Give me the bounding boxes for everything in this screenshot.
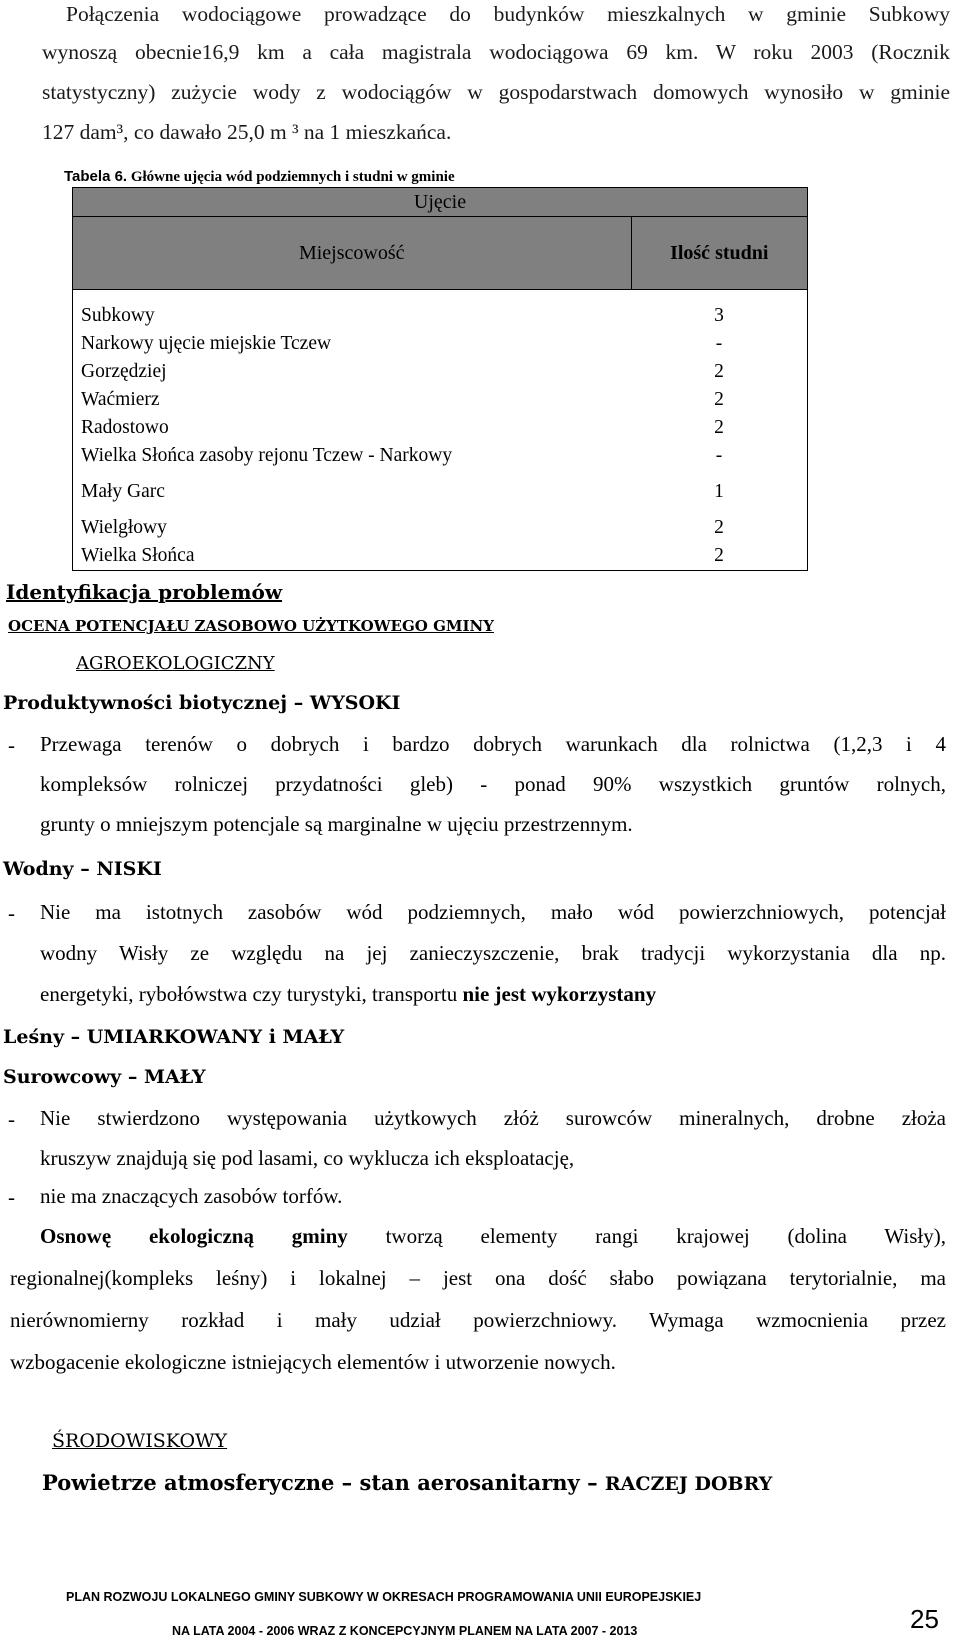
eco-line: regionalnej(kompleks leśny) i lokalnej – jest ona dość słabo powiązana terytorialnie, ma [10, 1266, 946, 1290]
water-heading [3, 858, 162, 880]
water-value: NISKI [96, 858, 162, 880]
minerals-line: kruszyw znajdują się pod lasami, co wyklucza ich eksploatację, [40, 1146, 575, 1170]
air-label: Powietrze atmosferyczne – stan aerosanitarny – [42, 1470, 605, 1495]
cell-place: Gorzędziej [73, 358, 632, 386]
table-caption-text: Główne ujęcia wód podziemnych i studni w gminie [130, 169, 455, 185]
water-line-text: energetyki, rybołówstwa czy turystyki, transportu [40, 982, 463, 1006]
cell-place: Wielgłowy [73, 506, 632, 542]
cell-count: 2 [631, 386, 808, 414]
cell-count: 2 [631, 414, 808, 442]
cell-count: 2 [631, 358, 808, 386]
bio-line: Przewaga terenów o dobrych i bardzo dobrych warunkach dla rolnictwa (1,2,3 i 4 [40, 732, 946, 756]
table-row [73, 542, 808, 571]
bio-heading [3, 692, 400, 714]
cell-place: Subkowy [73, 290, 632, 331]
table-row [73, 330, 808, 358]
bio-dash: - [8, 733, 15, 757]
minerals-dash: - [8, 1185, 15, 1209]
cell-count: - [631, 330, 808, 358]
cell-place: Radostowo [73, 414, 632, 442]
eco-line: nierównomierny rozkład i mały udział powierzchniowy. Wymaga wzmocnienia przez [10, 1308, 946, 1332]
eco-line-rest: tworzą elementy rangi krajowej (dolina Wisły), [347, 1224, 946, 1248]
cell-count: 2 [631, 542, 808, 571]
water-line: Nie ma istotnych zasobów wód podziemnych, mało wód powierzchniowych, potencjał [40, 900, 946, 924]
header-place: Miejscowość [73, 217, 632, 290]
section-subheading-agro: AGROEKOLOGICZNY [76, 653, 275, 674]
wells-table [72, 187, 808, 571]
minerals-heading [3, 1066, 206, 1088]
minerals-label: Surowcowy – [3, 1066, 144, 1088]
water-line: wodny Wisły ze względu na jej zanieczyszczenie, brak tradycji wykorzystania dla np. [40, 941, 946, 965]
cell-count: 3 [631, 290, 808, 331]
forest-label: Leśny – [3, 1026, 87, 1048]
table-row [73, 414, 808, 442]
forest-value: UMIARKOWANY i MAŁY [86, 1026, 345, 1048]
intro-line: Połączenia wodociągowe prowadzące do budynków mieszkalnych w gminie Subkowy [66, 2, 950, 26]
water-dash: - [8, 901, 15, 925]
water-label: Wodny – [3, 858, 97, 880]
bio-label: Produktywności biotycznej – [3, 692, 310, 714]
footer-line: NA LATA 2004 - 2006 WRAZ Z KONCEPCYJNYM PLANEM NA LATA 2007 - 2013 [172, 1624, 638, 1638]
intro-line: statystyczny) zużycie wody z wodociągów w gospodarstwach domowych wynosiło w gminie [42, 80, 950, 104]
cell-place: Waćmierz [73, 386, 632, 414]
minerals-value: MAŁY [143, 1066, 206, 1088]
page-number: 25 [910, 1604, 939, 1634]
air-value: RACZEJ DOBRY [604, 1473, 773, 1495]
bio-value: WYSOKI [309, 692, 401, 714]
table-row [73, 358, 808, 386]
air-line [42, 1470, 772, 1495]
eco-line: wzbogacenie ekologiczne istniejących elementów i utworzenie nowych. [10, 1350, 616, 1374]
cell-place: Wielka Słońca zasoby rejonu Tczew - Narkowy [73, 442, 632, 470]
cell-count: 2 [631, 506, 808, 542]
minerals-line: Nie stwierdzono występowania użytkowych złóż surowców mineralnych, drobne złoża [40, 1106, 946, 1130]
water-line [40, 982, 656, 1007]
section-heading: Identyfikacja problemów [6, 580, 283, 604]
table-header-group-row [73, 188, 808, 217]
env-heading: ŚRODOWISKOWY [52, 1430, 228, 1452]
minerals-line: nie ma znaczących zasobów torfów. [40, 1184, 343, 1208]
table-row [73, 442, 808, 470]
table-caption [64, 168, 455, 186]
minerals-dash: - [8, 1107, 15, 1131]
cell-count: - [631, 442, 808, 470]
footer-line: PLAN ROZWOJU LOKALNEGO GMINY SUBKOWY W OKRESACH PROGRAMOWANIA UNII EUROPEJSKIEJ [66, 1590, 702, 1604]
cell-place: Narkowy ujęcie miejskie Tczew [73, 330, 632, 358]
bio-line: grunty o mniejszym potencjale są marginalne w ujęciu przestrzennym. [40, 812, 633, 836]
table-row [73, 506, 808, 542]
header-group-cell: Ujęcie [73, 188, 808, 217]
eco-bold: Osnowę ekologiczną gminy [40, 1224, 348, 1248]
table-caption-label: Tabela 6. [64, 168, 128, 185]
header-count: Ilość studni [631, 217, 808, 290]
forest-heading [3, 1026, 344, 1048]
table-row [73, 290, 808, 331]
cell-place: Mały Garc [73, 470, 632, 506]
bio-line: kompleksów rolniczej przydatności gleb) - ponad 90% wszystkich gruntów rolnych, [40, 772, 946, 796]
section-subheading: OCENA POTENCJAŁU ZASOBOWO UŻYTKOWEGO GMINY [8, 617, 494, 635]
table-row [73, 470, 808, 506]
cell-count: 1 [631, 470, 808, 506]
table-header-row [73, 217, 808, 290]
eco-line [40, 1224, 946, 1249]
intro-line: 127 dam³, co dawało 25,0 m ³ na 1 mieszkańca. [42, 120, 452, 144]
water-line-emphasis: nie jest wykorzystany [462, 982, 657, 1006]
intro-line: wynoszą obecnie16,9 km a cała magistrala wodociągowa 69 km. W roku 2003 (Rocznik [42, 40, 950, 64]
table-row [73, 386, 808, 414]
cell-place: Wielka Słońca [73, 542, 632, 571]
